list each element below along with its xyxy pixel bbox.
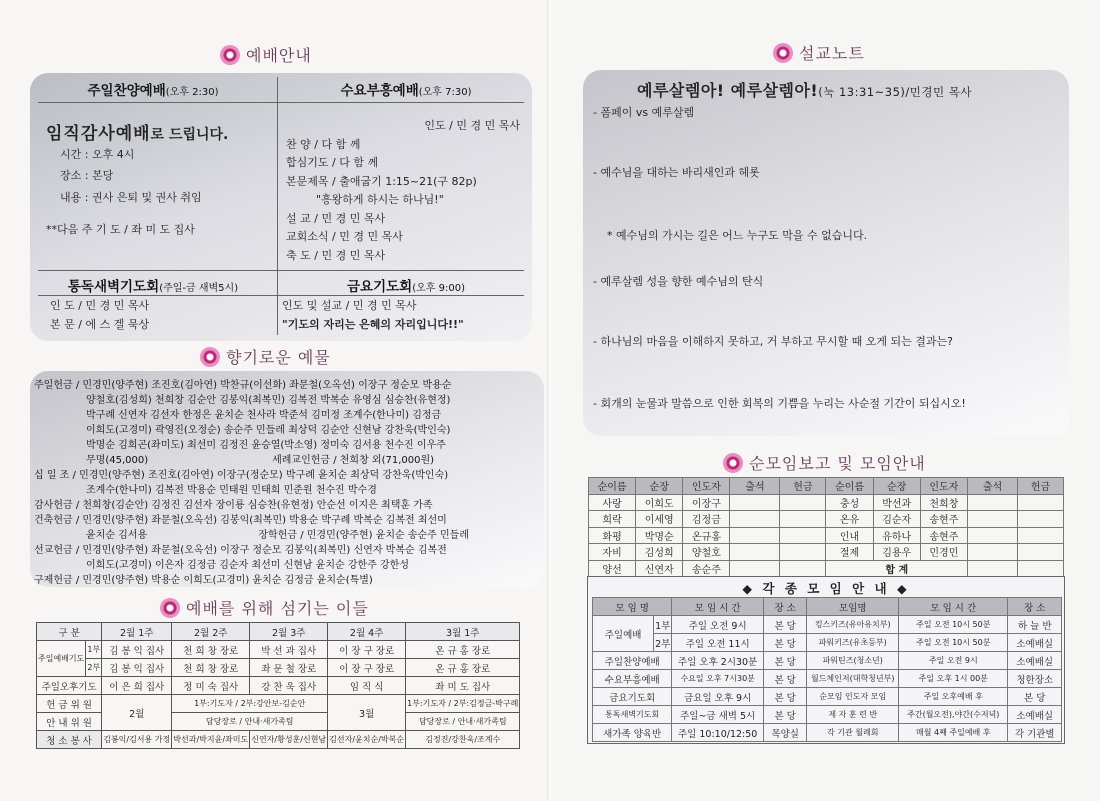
table-cell: 신연자/황성훈/신현남 xyxy=(250,731,328,749)
table-cell: 이 장 구 장로 xyxy=(328,659,406,677)
sunday-time: 시간 : 오후 4시 xyxy=(60,147,135,161)
offering-line: 윤치순 김서용 장학헌금 / 민경민(양주현) 윤치순 송순주 민들레 xyxy=(86,530,469,541)
table-cell: 김정진/강찬욱/조계수 xyxy=(406,731,520,749)
offering-line: 박명순 김희곤(좌미도) 최선미 김정진 윤승열(박소영) 정미숙 김서용 천수진 이우주 xyxy=(86,440,446,451)
friday-quote: "기도의 자리는 은혜의 자리입니다!!" xyxy=(282,317,464,331)
table-cell: 온 규 홍 장로 xyxy=(406,659,520,677)
wednesday-header: 수요부흥예배(오후 7:30) xyxy=(340,83,472,99)
table-cell: 김 봉 익 집사 xyxy=(102,659,172,677)
offering-line: 조계수(한나미) 김복전 박용순 민태원 민태희 민준원 천수진 박수경 xyxy=(86,485,377,496)
friday-body xyxy=(282,297,528,334)
right-page xyxy=(551,0,1100,801)
friday-header: 금요기도회(오후 9:00) xyxy=(347,279,465,295)
wed-line: 설 교 / 민 경 민 목사 xyxy=(286,211,386,225)
sermon-section-title xyxy=(773,41,865,64)
table-cell: 정 미 숙 집사 xyxy=(172,677,250,695)
col-header: 장 소 xyxy=(763,598,806,616)
col-header: 모 임 시 간 xyxy=(672,598,764,616)
table-row: 통독새벽기도회 주일~금 새벽 5시 본 당 제 자 훈 련 반 주간(월오전),야간(수저녁) 소예배실 xyxy=(593,706,1062,724)
table-cell: 좌 미 도 집사 xyxy=(406,677,520,695)
row-label: 안 내 위 원 xyxy=(37,713,102,731)
col-header: 모임명 xyxy=(807,598,899,616)
divider xyxy=(38,270,524,271)
table-cell: 좌 문 철 장로 xyxy=(250,659,328,677)
dawn-header: 통독새벽기도회(주일-금 새벽5시) xyxy=(67,279,239,295)
offering-line: 주일헌금 / 민경민(양주현) 조진호(김아연) 박찬규(이선화) 좌문철(오옥선) 이장구 정순모 박용순 xyxy=(34,380,452,391)
col-header: 순이름 xyxy=(589,478,636,495)
divider xyxy=(38,295,524,296)
table-cell: 박선과/박지윤/좌미도 xyxy=(172,731,250,749)
table-cell: 온 규 홍 장로 xyxy=(406,641,520,659)
wed-line: 교회소식 / 민 경 민 목사 xyxy=(286,230,403,243)
offering-list xyxy=(34,378,514,588)
meetings-table xyxy=(592,597,1062,742)
table-row: 양선 신연자 송순주 합 계 xyxy=(589,560,1064,577)
col-header: 2월 4주 xyxy=(328,623,406,641)
offering-line: 십 일 조 / 민경민(양주현) 조진호(김아연) 이장구(정순모) 박구례 윤치순 최상덕 강찬욱(박인숙) xyxy=(34,470,449,481)
sermon-section-text: 설교노트 xyxy=(799,44,865,63)
row-label: 주일예배기도 xyxy=(37,641,86,677)
table-row: 화평 박명순 온규홍 인내 유하나 송현주 xyxy=(589,527,1064,544)
worship-section-title xyxy=(220,43,312,66)
sunday-header: 주일찬양예배(오후 2:30) xyxy=(87,83,219,99)
worship-title-text: 예배안내 xyxy=(246,46,312,65)
flower-icon xyxy=(723,453,743,473)
col-header: 2월 3주 xyxy=(250,623,328,641)
table-cell: 이 은 희 집사 xyxy=(102,677,172,695)
table-row: 수요부흥예배 수요일 오후 7시30분 본 당 월드체인저(대학청년부) 주일 오후 1시 00분 청한장소 xyxy=(593,670,1062,688)
divider xyxy=(38,102,524,103)
col-header: 모 임 시 간 xyxy=(899,598,1008,616)
dawn-body xyxy=(50,297,270,334)
wed-line: "흥왕하게 하시는 하나님!" xyxy=(316,193,444,206)
divider xyxy=(277,77,278,335)
dawn-line: 본 문 / 에 스 겔 묵상 xyxy=(50,317,150,331)
sermon-point: * 예수님의 가시는 길은 어느 누구도 막을 수 없습니다. xyxy=(607,229,868,242)
wed-line: 합심기도 / 다 함 께 xyxy=(286,156,379,169)
wednesday-body xyxy=(286,117,526,265)
table-row: 자비 김성희 양철호 절제 김용우 민경민 xyxy=(589,544,1064,561)
meetings-title: ◆ 각 종 모 임 안 내 ◆ xyxy=(742,581,910,596)
sunday-note: **다음 주 기 도 / 좌 미 도 집사 xyxy=(46,223,195,236)
table-cell: 1부:기도자 / 2부:김정금-박구례 xyxy=(406,695,520,713)
month-cell: 3월 xyxy=(328,695,406,731)
wed-line: 본문제목 / 출애굽기 1:15~21(구 82p) xyxy=(286,174,477,188)
col-header: 모 임 명 xyxy=(593,598,672,616)
table-row: 금요기도회 금요일 오후 9시 본 당 순모임 인도자 모임 주일 오후예배 후 본 당 xyxy=(593,688,1062,706)
sermon-card xyxy=(583,70,1069,436)
table-cell: 임 직 식 xyxy=(328,677,406,695)
col-header: 출석 xyxy=(730,478,780,495)
row-label: 1부 xyxy=(86,641,102,659)
col-header: 2월 2주 xyxy=(172,623,250,641)
sermon-point: - 하나님의 마음을 이해하지 못하고, 거 부하고 무시할 때 오게 되는 결과는? xyxy=(593,335,953,348)
servants-section-title xyxy=(160,596,369,619)
row-label: 청 소 봉 사 xyxy=(37,731,102,749)
col-header: 3월 1주 xyxy=(406,623,520,641)
meetings-box xyxy=(587,576,1065,744)
servants-table xyxy=(36,622,520,749)
sunday-content: 내용 : 권사 은퇴 및 권사 취임 xyxy=(60,190,202,204)
table-cell: 김 봉 익 집사 xyxy=(102,641,172,659)
offering-line: 구제헌금 / 민경민(양주현) 박용순 이희도(고경미) 윤치순 김정금 윤치순(특별) xyxy=(34,575,373,586)
table-cell: 이 장 구 장로 xyxy=(328,641,406,659)
flower-icon xyxy=(220,45,240,65)
offering-line: 감사헌금 / 천희창(김순안) 김정진 김선자 장이룡 심승찬(유현정) 안순선 이지은 최택훈 가족 xyxy=(34,500,433,511)
month-cell: 2월 xyxy=(102,695,172,731)
col-header: 헌금 xyxy=(780,478,826,495)
table-row: 주일예배 1부 주일 오전 9시 본 당 킹스키즈(유아유치부) 주일 오전 10시 50분 하 늘 반 xyxy=(593,616,1062,634)
table-cell: 강 찬 욱 집사 xyxy=(250,677,328,695)
table-cell: 천 희 창 장로 xyxy=(172,641,250,659)
col-header: 헌금 xyxy=(1018,478,1064,495)
table-cell: 김선자/윤치순/박복순 xyxy=(328,731,406,749)
flower-icon xyxy=(160,598,180,618)
table-cell: 천 희 창 장로 xyxy=(172,659,250,677)
wed-line: 찬 양 / 다 함 께 xyxy=(286,137,361,151)
table-row: 희락 이세영 김정금 온유 김순자 송현주 xyxy=(589,511,1064,528)
group-section-title xyxy=(723,451,926,474)
sunday-place: 장소 : 본당 xyxy=(60,169,114,182)
offering-line: 이희도(고경미) 이은자 김정금 김순자 최선미 신현남 윤치순 강한주 강한성 xyxy=(86,560,410,571)
group-section-text: 순모임보고 및 모임안내 xyxy=(749,454,926,473)
offering-line: 건축헌금 / 민경민(양주현) 좌문철(오옥선) 김봉익(최복민) 박용순 박구례 박복순 김복전 최선미 xyxy=(34,515,447,526)
friday-line: 인도 및 설교 / 민 경 민 목사 xyxy=(282,299,417,312)
col-header: 구 분 xyxy=(37,623,102,641)
row-label: 2부 xyxy=(86,659,102,677)
col-header: 순장 xyxy=(636,478,683,495)
offering-line: 양철호(김성희) 천희창 김순안 김봉익(최복민) 김복전 박복순 유영심 심승찬(유현정) xyxy=(86,395,451,406)
offering-title-text: 향기로운 예물 xyxy=(226,348,331,367)
wed-line: 인도 / 민 경 민 목사 xyxy=(424,119,520,132)
table-cell: 담당장로 / 안내·새가족팀 xyxy=(406,713,520,731)
offering-line: 선교헌금 / 민경민(양주현) 좌문철(오옥선) 이장구 정순모 김봉익(최복민) 신연자 박복순 김복전 xyxy=(34,545,447,556)
table-cell: 박 선 과 집사 xyxy=(250,641,328,659)
sermon-point: - 예수님을 대하는 바리새인과 헤롯 xyxy=(593,166,760,179)
table-cell: 1부:기도자 / 2부:강안보-김순안 xyxy=(172,695,328,713)
total-label: 합 계 xyxy=(826,560,968,577)
group-report-table xyxy=(588,477,1064,577)
col-header: 출석 xyxy=(968,478,1018,495)
offering-section-title xyxy=(200,345,331,368)
offering-line: 무명(45,000) 세례교인헌금 / 천희창 외(71,000원) xyxy=(86,455,435,466)
col-header: 2월 1주 xyxy=(102,623,172,641)
table-cell: 담당장로 / 안내·새가족팀 xyxy=(172,713,328,731)
col-header: 순장 xyxy=(873,478,920,495)
sermon-title: 예루살렘아! 예루살렘아!(눅 13:31~35)/민경민 목사 xyxy=(637,81,972,100)
sunday-body xyxy=(46,125,274,240)
table-row: 사랑 이희도 이장구 충성 박선과 천희창 xyxy=(589,494,1064,511)
offering-line: 이희도(고경미) 곽영진(오정순) 송순주 민들레 최상덕 김순안 신현남 강찬욱(박인숙) xyxy=(86,425,451,436)
col-header: 인도자 xyxy=(920,478,967,495)
sermon-point: - 폼페이 vs 예루살렘 xyxy=(593,106,695,119)
sermon-point: - 회개의 눈물과 말씀으로 인한 회복의 기쁨을 누리는 사순절 기간이 되십시오! xyxy=(593,397,966,410)
flower-icon xyxy=(773,43,793,63)
table-row: 주일찬양예배 주일 오후 2시30분 본 당 파워틴즈(청소년) 주일 오전 9시 소예배실 xyxy=(593,652,1062,670)
col-header: 인도자 xyxy=(683,478,730,495)
row-label: 주일오후기도 xyxy=(37,677,102,695)
flower-icon xyxy=(200,347,220,367)
col-header: 순이름 xyxy=(826,478,873,495)
sunday-main-title: 임직감사예배로 드립니다. xyxy=(46,124,229,144)
row-label: 헌 금 위 원 xyxy=(37,695,102,713)
table-cell: 김봉익/김서용 가정 xyxy=(102,731,172,749)
offering-line: 박구례 신연자 김선자 한정은 윤치순 천사라 박준석 김미정 조계수(한나미) 김정금 xyxy=(86,410,442,421)
dawn-line: 인 도 / 민 경 민 목사 xyxy=(50,299,150,312)
worship-card xyxy=(30,73,532,341)
sermon-point: - 예루살렘 성을 향한 예수님의 탄식 xyxy=(593,275,764,288)
wed-line: 축 도 / 민 경 민 목사 xyxy=(286,248,386,262)
col-header: 장 소 xyxy=(1008,598,1062,616)
left-page xyxy=(0,0,549,801)
table-row: 새가족 양육반 주일 10:10/12:50 목양실 각 기관 월례회 매월 4째 주일예배 후 각 기관별 xyxy=(593,724,1062,742)
servants-title-text: 예배를 위해 섬기는 이들 xyxy=(186,599,369,618)
table-row: 2부 주일 오전 11시 본 당 파워키즈(유초등부) 주일 오전 10시 50분 소예배실 xyxy=(593,634,1062,652)
